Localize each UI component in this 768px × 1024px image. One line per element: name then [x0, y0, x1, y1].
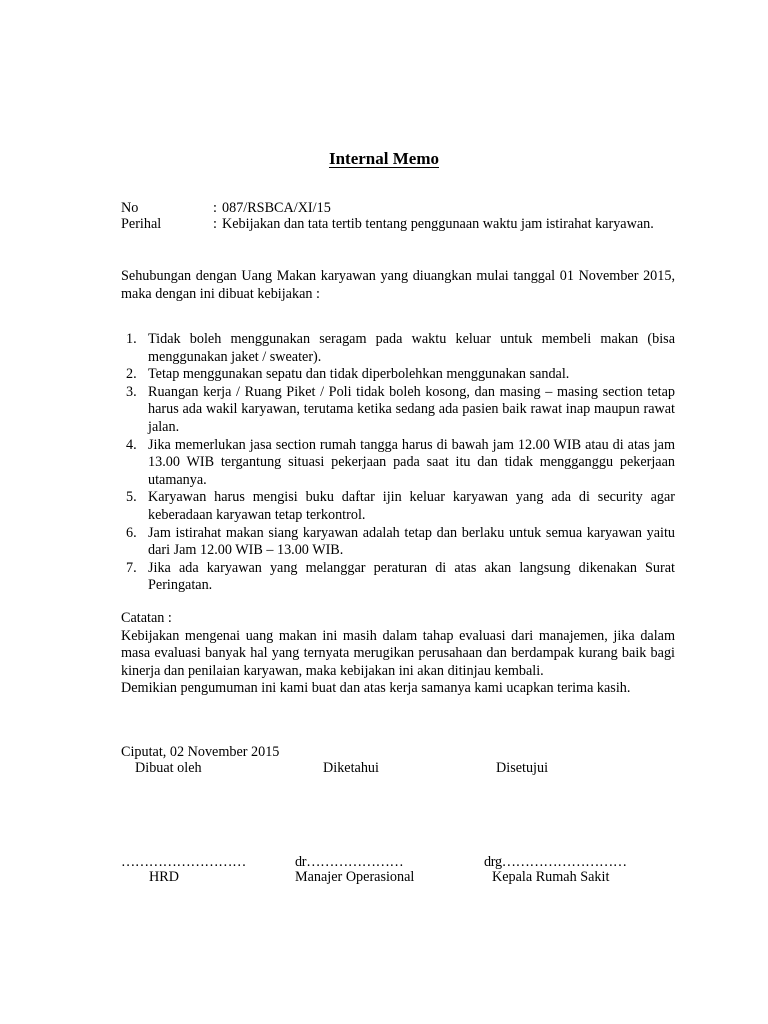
rule-text-line: 13.00 WIB tergantung situasi pekerjaan pada saat itu dan tidak mengganggu pekerjaan — [148, 454, 675, 471]
memo-number-separator: : — [213, 200, 217, 216]
memo-subject-label: Perihal — [121, 216, 162, 232]
rule-text-line: Jika ada karyawan yang melanggar peraturan di atas akan langsung dikenakan Surat — [148, 559, 675, 576]
rule-item — [121, 331, 675, 366]
rule-text-line: menggunakan jaket / sweater). — [148, 348, 322, 365]
notes-line: kinerja dan penilaian karyawan, maka kebijakan ini akan ditinjau kembali. — [121, 662, 544, 679]
rule-text-line: jalan. — [148, 418, 180, 435]
notes-section — [121, 610, 675, 698]
notes-line: Kebijakan mengenai uang makan ini masih dalam tahap evaluasi dari manajemen, jika dalam — [121, 627, 675, 644]
rule-text-line: Jam istirahat makan siang karyawan adalah tetap dan berlaku untuk semua karyawan yaitu — [148, 524, 675, 541]
intro-line: Sehubungan dengan Uang Makan karyawan yang diuangkan mulai tanggal 01 November 2015, — [121, 268, 675, 284]
acknowledged-label: Diketahui — [323, 760, 379, 776]
rule-text-line: Tetap menggunakan sepatu dan tidak diperbolehkan menggunakan sandal. — [148, 366, 570, 383]
rules-list — [121, 331, 675, 595]
rule-text-line: dari Jam 12.00 WIB – 13.00 WIB. — [148, 542, 344, 559]
rule-text-line: Karyawan harus mengisi buku daftar ijin keluar karyawan yang ada di security agar — [148, 489, 675, 506]
signature-line-director: drg……………………… — [484, 854, 627, 870]
rule-item — [121, 489, 675, 524]
signer-manager: Manajer Operasional — [295, 869, 415, 885]
rule-text-line: keberadaan karyawan tetap terkontrol. — [148, 506, 366, 523]
signer-director: Kepala Rumah Sakit — [492, 869, 610, 885]
closing-line: Demikian pengumuman ini kami buat dan atas kerja samanya kami ucapkan terima kasih. — [121, 680, 631, 697]
signature-line-hrd: ……………………… — [121, 854, 246, 870]
rule-text-line: Tidak boleh menggunakan seragam pada waktu keluar untuk membeli makan (bisa — [148, 331, 675, 347]
rule-number: 7. — [126, 559, 137, 576]
place-date: Ciputat, 02 November 2015 — [121, 744, 280, 760]
rule-number: 3. — [126, 383, 137, 400]
notes-heading: Catatan : — [121, 610, 172, 626]
memo-subject-value: Kebijakan dan tata tertib tentang penggunaan waktu jam istirahat karyawan. — [222, 216, 654, 232]
intro-paragraph — [121, 268, 675, 303]
notes-line: masa evaluasi banyak hal yang ternyata merugikan perusahaan dan berdampak kurang baik bagi — [121, 645, 675, 662]
rule-text-line: harus ada wakil karyawan, terutama ketika sedang ada pasien baik rawat inap maupun rawat — [148, 401, 675, 418]
rule-text-line: Ruangan kerja / Ruang Piket / Poli tidak boleh kosong, dan masing – masing section tetap — [148, 383, 675, 400]
memo-number-value: 087/RSBCA/XI/15 — [222, 200, 331, 216]
intro-line: maka dengan ini dibuat kebijakan : — [121, 285, 320, 302]
rule-item — [121, 437, 675, 490]
made-by-label: Dibuat oleh — [135, 760, 202, 776]
memo-number-label: No — [121, 200, 139, 216]
rule-text-line: Jika memerlukan jasa section rumah tangga harus di bawah jam 12.00 WIB atau di atas jam — [148, 436, 675, 453]
memo-subject-separator: : — [213, 216, 217, 232]
signer-hrd: HRD — [149, 869, 179, 885]
signature-line-manager: dr………………… — [295, 854, 404, 870]
approved-label: Disetujui — [496, 760, 549, 776]
rule-number: 1. — [126, 331, 137, 347]
memo-title: Internal Memo — [328, 149, 439, 168]
rule-item — [121, 560, 675, 595]
rule-item — [121, 384, 675, 437]
rule-text-line: Peringatan. — [148, 577, 213, 594]
rule-number: 6. — [126, 524, 137, 541]
rule-item — [121, 366, 675, 384]
rule-text-line: utamanya. — [148, 471, 207, 488]
rule-number: 2. — [126, 366, 137, 383]
rule-number: 5. — [126, 489, 137, 506]
rule-number: 4. — [126, 436, 137, 453]
rule-item — [121, 525, 675, 560]
